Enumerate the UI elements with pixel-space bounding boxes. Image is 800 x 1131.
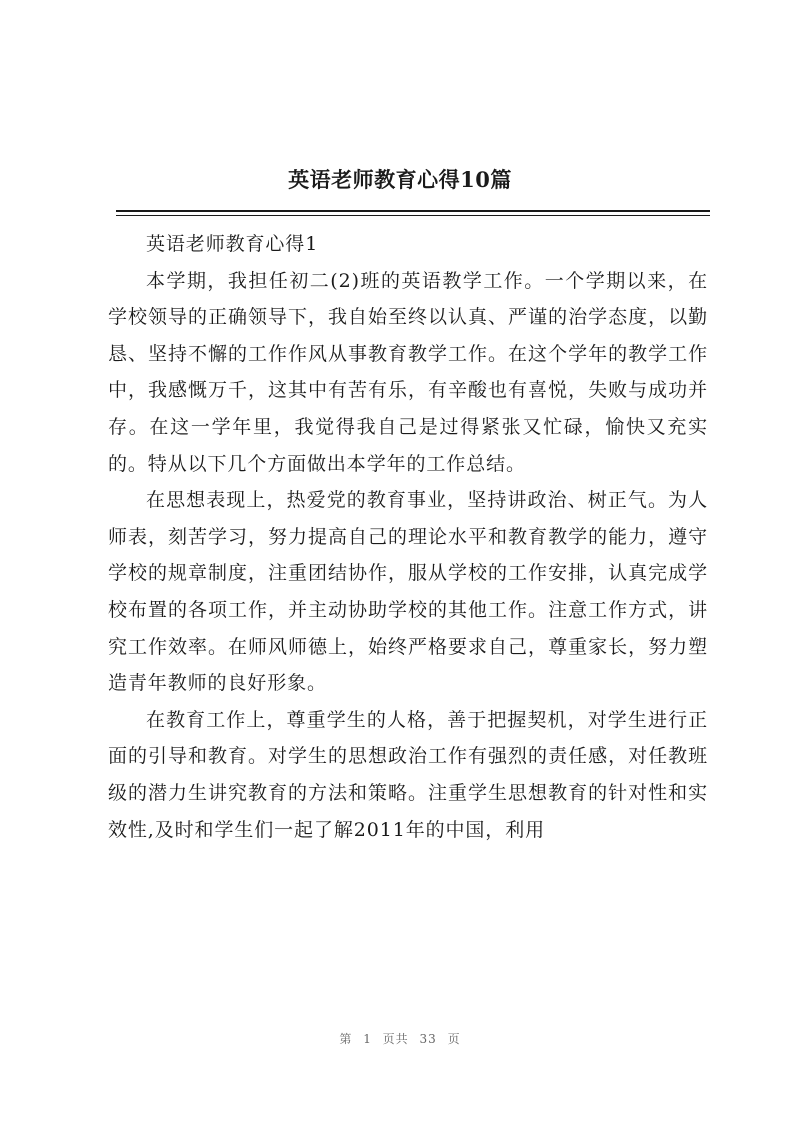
page-footer: 第 1 页共 33 页 — [339, 1032, 461, 1046]
paragraph-3: 在教育工作上，尊重学生的人格，善于把握契机，对学生进行正面的引导和教育。对学生的思想政治工作有强烈的责任感，对任教班级的潜力生讲究教育的方法和策略。注重学生思想教育的针对性和实效性,及时和学生们一起了解2011年的中国，利用 — [108, 708, 708, 841]
paragraph-2: 在思想表现上，热爱党的教育事业，坚持讲政治、树正气。为人师表，刻苦学习，努力提高自己的理论水平和教育教学的能力，遵守学校的规章制度，注重团结协作，服从学校的工作安排，认真完成学校布置的各项工作，并主动协助学校的其他工作。注意工作方式，讲究工作效率。在师风师德上，始终严格要求自己，尊重家长，努力塑造青年教师的良好形象。 — [108, 489, 708, 695]
document-body — [108, 226, 708, 848]
section-heading: 英语老师教育心得1 — [146, 233, 319, 255]
document-title: 英语老师教育心得10篇 — [288, 167, 512, 192]
paragraph-1: 本学期，我担任初二(2)班的英语教学工作。一个学期以来，在学校领导的正确领导下，我自始至终以认真、严谨的治学态度，以勤恳、坚持不懈的工作作风从事教育教学工作。在这个学年的教学工作中，我感慨万千，这其中有苦有乐，有辛酸也有喜悦，失败与成功并存。在这一学年里，我觉得我自己是过得紧张又忙碌，愉快又充实的。特从以下几个方面做出本学年的工作总结。 — [108, 269, 708, 475]
title-rule-thin — [116, 215, 710, 216]
title-rule-thick — [116, 210, 710, 212]
